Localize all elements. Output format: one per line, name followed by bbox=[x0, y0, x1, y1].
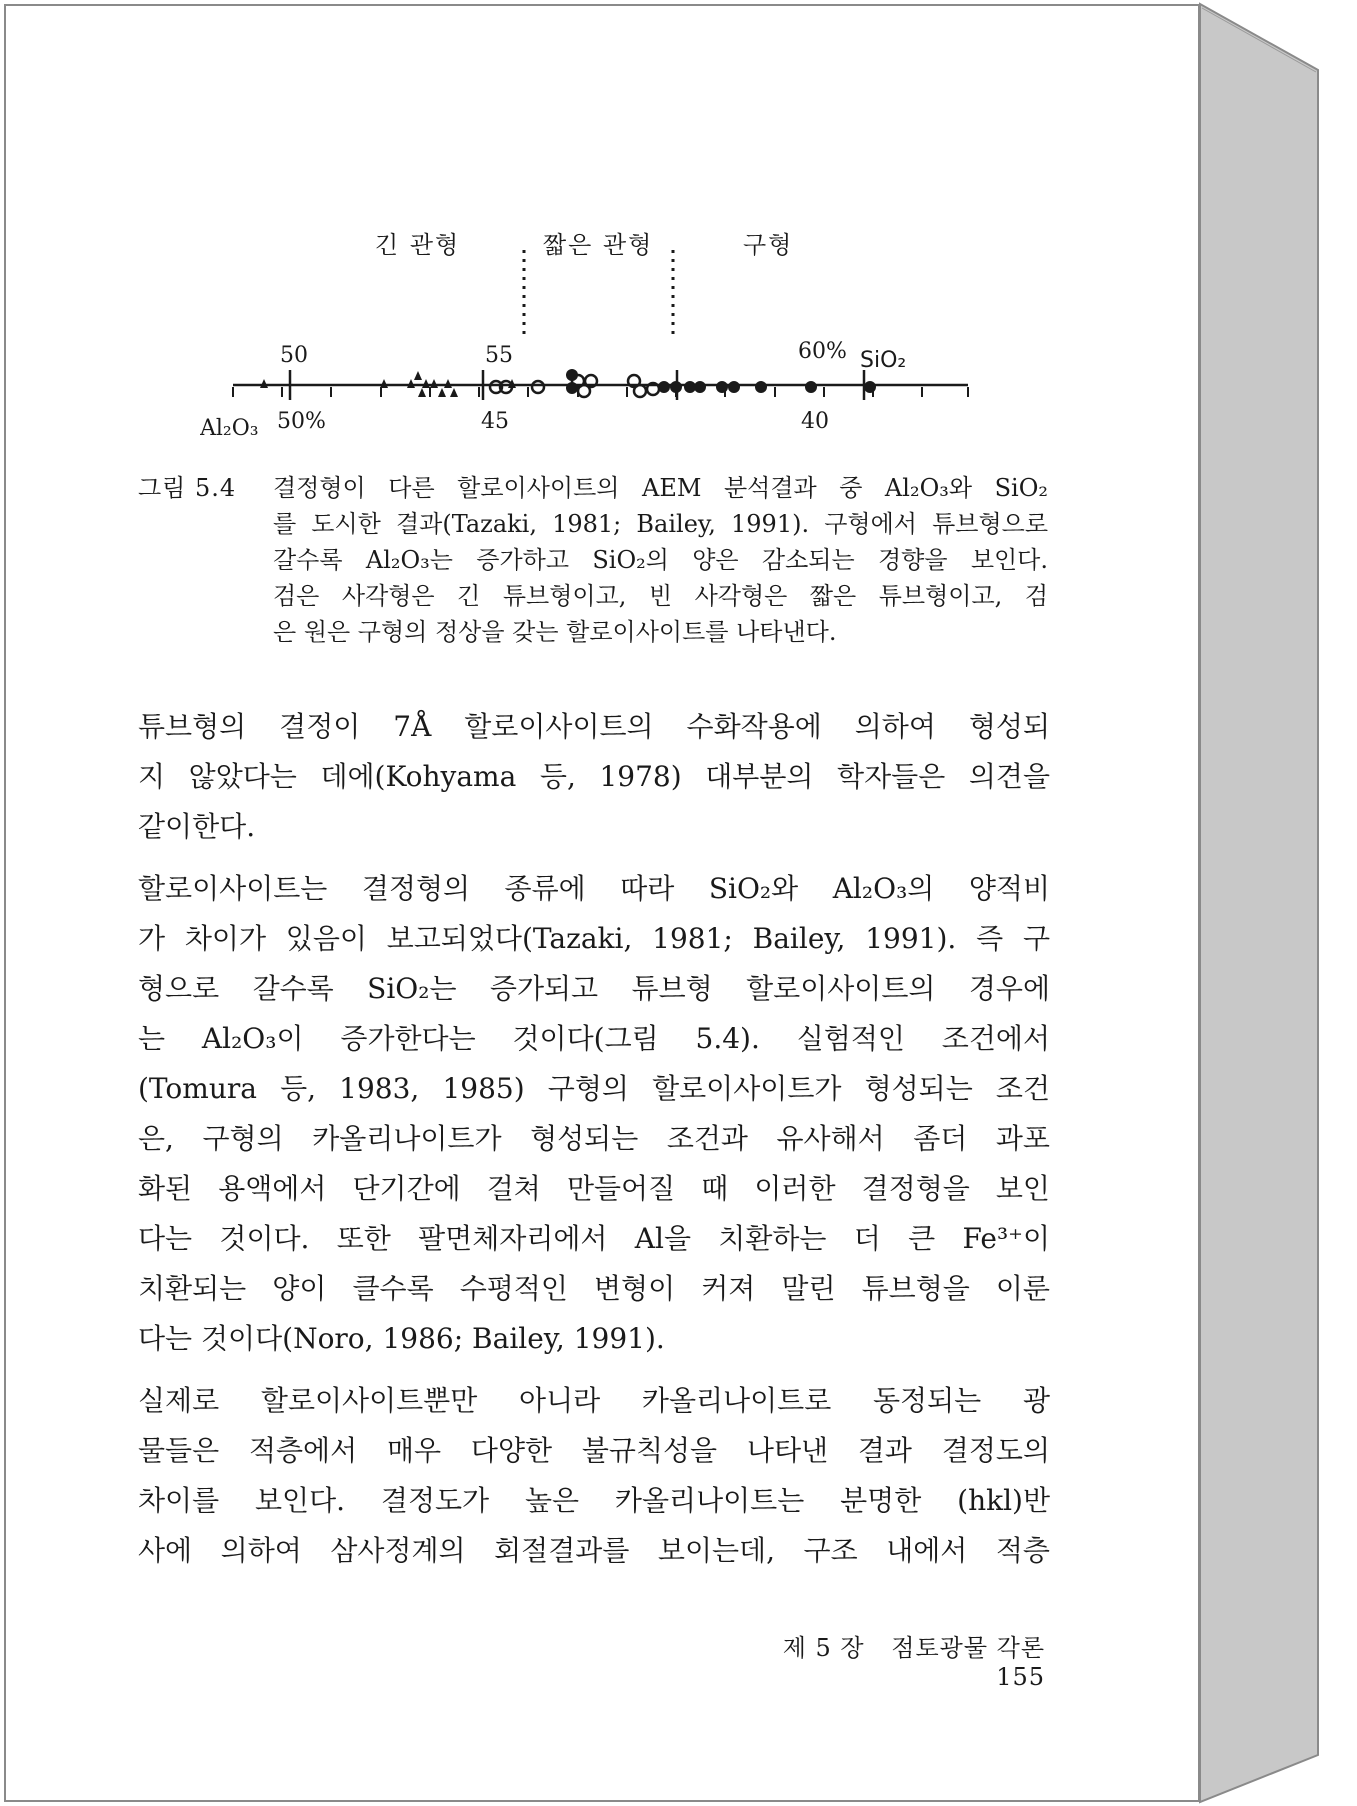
text-line: 은, 구형의 카올리나이트가 형성되는 조건과 유사해서 좀더 과포 bbox=[138, 1122, 1050, 1155]
text-line: 치환되는 양이 클수록 수평적인 변형이 커져 말린 튜브형을 이룬 bbox=[138, 1272, 1050, 1305]
text-line: (Tomura 등, 1983, 1985) 구형의 할로이사이트가 형성되는 조건 bbox=[138, 1072, 1050, 1105]
figure-5-4 bbox=[200, 225, 1000, 455]
spherical-markers bbox=[566, 369, 876, 394]
text-line: 실제로 할로이사이트뿐만 아니라 카올리나이트로 동정되는 광 bbox=[138, 1384, 1050, 1417]
text-line: 지 않았다는 데에(Kohyama 등, 1978) 대부분의 학자들은 의견을 bbox=[138, 760, 1050, 793]
text-line: 같이한다. bbox=[138, 810, 256, 843]
body-text bbox=[138, 702, 1050, 1576]
label-short-tube: 짧은 관형 bbox=[543, 231, 654, 259]
axis-label-sio2: SiO₂ bbox=[860, 348, 907, 373]
tick-bottom-2: 40 bbox=[801, 409, 829, 434]
paragraph-1 bbox=[138, 702, 1050, 852]
caption-line: 결정형이 다른 할로이사이트의 AEM 분석결과 중 Al₂O₃와 SiO₂ bbox=[273, 474, 1048, 502]
chapter-number: 제 5 장 bbox=[782, 1634, 865, 1662]
axis-label-al2o3: Al₂O₃ bbox=[200, 416, 259, 441]
chapter-title: 점토광물 각론 bbox=[891, 1634, 1045, 1662]
page-number: 155 bbox=[996, 1663, 1045, 1691]
text-line: 할로이사이트는 결정형의 종류에 따라 SiO₂와 Al₂O₃의 양적비 bbox=[138, 872, 1050, 905]
text-line: 가 차이가 있음이 보고되었다(Tazaki, 1981; Bailey, 1991). 즉 구 bbox=[138, 922, 1050, 955]
caption-number: 그림 5.4 bbox=[138, 474, 237, 502]
page-footer bbox=[700, 1628, 1045, 1691]
label-spherical: 구형 bbox=[743, 231, 794, 259]
tick-top-1: 55 bbox=[485, 343, 513, 368]
caption-line: 검은 사각형은 긴 튜브형이고, 빈 사각형은 짧은 튜브형이고, 검 bbox=[273, 582, 1048, 610]
minor-ticks bbox=[233, 387, 968, 397]
caption-line: 를 도시한 결과(Tazaki, 1981; Bailey, 1991). 구형에서 튜브형으로 bbox=[273, 510, 1048, 538]
label-long-tube: 긴 관형 bbox=[375, 231, 461, 259]
caption-line: 갈수록 Al₂O₃는 증가하고 SiO₂의 양은 감소되는 경향을 보인다. bbox=[273, 546, 1048, 574]
text-line: 차이를 보인다. 결정도가 높은 카올리나이트는 분명한 (hkl)반 bbox=[138, 1484, 1050, 1517]
text-line: 튜브형의 결정이 7Å 할로이사이트의 수화작용에 의하여 형성되 bbox=[138, 710, 1050, 743]
text-line: 물들은 적층에서 매우 다양한 불규칙성을 나타낸 결과 결정도의 bbox=[138, 1434, 1050, 1467]
tick-top-2: 60% bbox=[798, 339, 847, 364]
text-line: 다는 것이다. 또한 팔면체자리에서 Al을 치환하는 더 큰 Fe³⁺이 bbox=[138, 1222, 1050, 1255]
tick-bottom-0: 50% bbox=[277, 409, 326, 434]
tick-top-0: 50 bbox=[280, 343, 308, 368]
tick-bottom-1: 45 bbox=[481, 409, 509, 434]
text-line: 사에 의하여 삼사정계의 회절결과를 보이는데, 구조 내에서 적층 bbox=[138, 1534, 1050, 1567]
text-line: 화된 용액에서 단기간에 걸쳐 만들어질 때 이러한 결정형을 보인 bbox=[138, 1172, 1050, 1205]
composition-axis-plot bbox=[200, 225, 1000, 455]
text-line: 다는 것이다(Noro, 1986; Bailey, 1991). bbox=[138, 1322, 665, 1355]
text-line: 형으로 갈수록 SiO₂는 증가되고 튜브형 할로이사이트의 경우에 bbox=[138, 972, 1050, 1005]
paragraph-3 bbox=[138, 1376, 1050, 1576]
caption-body bbox=[273, 470, 1048, 650]
text-line: 는 Al₂O₃이 증가한다는 것이다(그림 5.4). 실험적인 조건에서 bbox=[138, 1022, 1050, 1055]
caption-line: 은 원은 구형의 정상을 갖는 할로이사이트를 나타낸다. bbox=[273, 618, 837, 646]
paragraph-2 bbox=[138, 864, 1050, 1364]
